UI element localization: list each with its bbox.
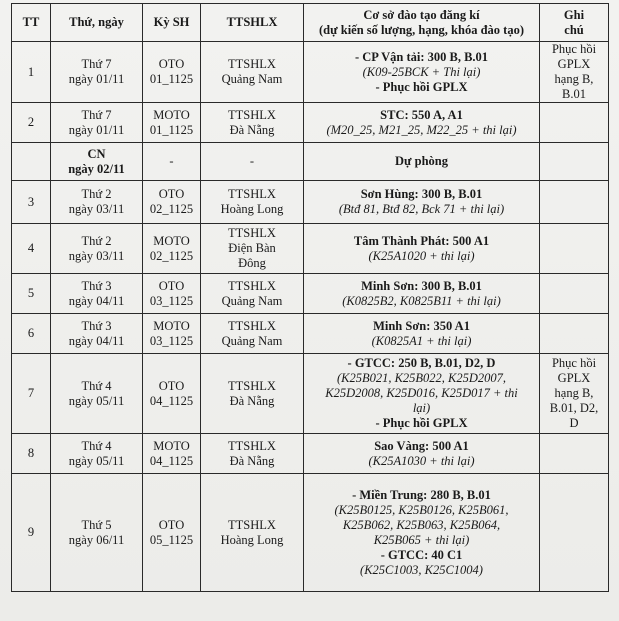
row-course xyxy=(304,474,540,592)
row-day: Thứ 4 xyxy=(81,438,112,453)
row-ky-type: MOTO xyxy=(153,107,190,122)
row-course-line: (K09-25BCK + Thi lại) xyxy=(362,64,481,79)
row-day: Thứ 4 xyxy=(81,378,112,393)
row-course xyxy=(304,103,540,143)
row-center-line: Quảng Nam xyxy=(221,293,283,308)
row-number: 2 xyxy=(12,103,51,143)
row-day-date: ngày 03/11 xyxy=(68,202,125,216)
row-ky-code: 02_1125 xyxy=(149,202,194,216)
row-note-line: D xyxy=(569,416,579,430)
row-note xyxy=(540,474,609,592)
row-course-line: Minh Sơn: 350 A1 xyxy=(373,318,470,333)
row-course-line: (K25C1003, K25C1004) xyxy=(360,562,483,577)
row-course-line: - Phục hồi GPLX xyxy=(375,79,468,94)
row-day: CN xyxy=(87,146,106,161)
row-note-line: B.01 xyxy=(562,87,586,101)
row-ky-type: OTO xyxy=(158,517,185,532)
row-date xyxy=(51,274,143,314)
row-center-line: TTSHLX xyxy=(228,57,276,71)
row-center xyxy=(201,42,304,103)
row-center xyxy=(201,274,304,314)
row-center-line: - xyxy=(249,154,255,168)
row-ky xyxy=(143,103,201,143)
row-course-line: (K0825A1 + thi lại) xyxy=(371,333,472,348)
row-date xyxy=(51,103,143,143)
row-date xyxy=(51,474,143,592)
row-course-line: (Btđ 81, Btđ 82, Bck 71 + thi lại) xyxy=(338,202,505,216)
row-course xyxy=(304,224,540,274)
row-day: Thứ 2 xyxy=(81,233,112,248)
row-course-line: (K25B0125, K25B0126, K25B061, xyxy=(334,502,509,517)
row-center xyxy=(201,143,304,181)
row-day-date: ngày 06/11 xyxy=(68,532,125,547)
row-number: 5 xyxy=(12,274,51,314)
row-center-line: Quảng Nam xyxy=(221,72,283,86)
row-note-line: Phục hồi xyxy=(551,356,597,370)
header-date: Thứ, ngày xyxy=(51,4,143,42)
header-note-line1: Ghi xyxy=(563,7,585,22)
table-row xyxy=(12,143,609,181)
row-course xyxy=(304,354,540,434)
row-date xyxy=(51,434,143,474)
row-course xyxy=(304,314,540,354)
row-ky-code: 03_1125 xyxy=(149,333,194,348)
schedule-body xyxy=(12,42,609,592)
row-center-line: Hoàng Long xyxy=(220,532,284,547)
row-course-line: STC: 550 A, A1 xyxy=(380,107,463,122)
table-row xyxy=(12,474,609,592)
row-center xyxy=(201,474,304,592)
row-ky xyxy=(143,181,201,224)
row-date xyxy=(51,224,143,274)
header-course xyxy=(304,4,540,42)
row-day-date: ngày 01/11 xyxy=(68,122,125,137)
row-course xyxy=(304,434,540,474)
table-row xyxy=(12,42,609,103)
row-date xyxy=(51,354,143,434)
row-ky xyxy=(143,354,201,434)
row-course-line: - CP Vận tải: 300 B, B.01 xyxy=(354,49,489,64)
header-note xyxy=(540,4,609,42)
row-note xyxy=(540,143,609,181)
table-row xyxy=(12,274,609,314)
row-ky xyxy=(143,42,201,103)
row-day-date: ngày 05/11 xyxy=(68,393,125,408)
row-course-line: (K0825B2, K0825B11 + thi lại) xyxy=(342,293,501,308)
row-ky-type: MOTO xyxy=(153,438,190,453)
row-number: 8 xyxy=(12,434,51,474)
row-course xyxy=(304,42,540,103)
row-note xyxy=(540,181,609,224)
row-ky-type: OTO xyxy=(158,187,185,201)
header-course-line2: (dự kiến số lượng, hạng, khóa đào tạo) xyxy=(319,22,524,37)
row-center-line: Quảng Nam xyxy=(221,333,283,348)
row-center-line: TTSHLX xyxy=(228,438,276,453)
header-center: TTSHLX xyxy=(201,4,304,42)
table-row xyxy=(12,103,609,143)
row-ky-type: MOTO xyxy=(153,318,190,333)
row-day: Thứ 2 xyxy=(81,187,112,201)
row-ky-type: OTO xyxy=(158,57,185,71)
row-ky-code: 04_1125 xyxy=(149,393,194,408)
row-center xyxy=(201,224,304,274)
header-row xyxy=(12,4,609,42)
row-ky xyxy=(143,224,201,274)
row-center-line: Đà Nẵng xyxy=(229,453,275,468)
row-center-line: Đông xyxy=(238,256,266,270)
row-course-line: lại) xyxy=(412,401,431,415)
row-day-date: ngày 02/11 xyxy=(68,161,125,176)
row-center xyxy=(201,181,304,224)
table-row xyxy=(12,314,609,354)
row-note xyxy=(540,224,609,274)
row-center-line: Đà Nẵng xyxy=(229,122,275,137)
row-center-line: Điện Bàn xyxy=(228,241,276,255)
row-center-line: TTSHLX xyxy=(228,517,276,532)
row-course-line: (K25A1030 + thi lại) xyxy=(368,453,475,468)
row-note-line: Phục hồi xyxy=(551,42,597,56)
row-ky-type: - xyxy=(169,154,174,168)
row-ky-code: 04_1125 xyxy=(149,453,194,468)
row-course-line: Minh Sơn: 300 B, B.01 xyxy=(361,278,482,293)
row-ky-type: OTO xyxy=(158,378,185,393)
row-course-line: K25D2008, K25D016, K25D017 + thi xyxy=(325,386,518,400)
row-ky-code: 05_1125 xyxy=(149,532,194,547)
row-course-line: K25B065 + thi lại) xyxy=(373,532,470,547)
row-note xyxy=(540,354,609,434)
row-note-line: hạng B, xyxy=(554,386,594,400)
row-day-date: ngày 01/11 xyxy=(68,72,125,86)
row-course-line: (K25A1020 + thi lại) xyxy=(368,248,475,263)
row-day-date: ngày 04/11 xyxy=(68,293,125,308)
row-center-line: TTSHLX xyxy=(228,278,276,293)
row-day: Thứ 3 xyxy=(81,278,112,293)
exam-schedule-table xyxy=(11,3,609,592)
row-center xyxy=(201,354,304,434)
row-course-line: - GTCC: 250 B, B.01, D2, D xyxy=(347,356,496,370)
row-day-date: ngày 05/11 xyxy=(68,453,125,468)
header-note-line2: chú xyxy=(564,22,584,37)
row-number: 6 xyxy=(12,314,51,354)
row-number xyxy=(12,143,51,181)
header-tt: TT xyxy=(12,4,51,42)
row-course-line: K25B062, K25B063, K25B064, xyxy=(342,517,501,532)
row-ky-code: 01_1125 xyxy=(149,72,194,86)
table-row xyxy=(12,181,609,224)
row-course xyxy=(304,143,540,181)
row-course xyxy=(304,274,540,314)
table-row xyxy=(12,434,609,474)
row-course-line: (K25B021, K25B022, K25D2007, xyxy=(336,371,507,385)
row-course-line: - Phục hồi GPLX xyxy=(375,416,468,430)
row-date xyxy=(51,42,143,103)
row-center-line: TTSHLX xyxy=(228,187,276,201)
header-course-line1: Cơ sở đào tạo đăng kí xyxy=(363,7,480,22)
row-note-line: GPLX xyxy=(557,57,591,71)
row-date xyxy=(51,314,143,354)
row-note xyxy=(540,103,609,143)
row-course-line: - Miền Trung: 280 B, B.01 xyxy=(352,487,491,502)
row-ky xyxy=(143,143,201,181)
row-course-line: Dự phòng xyxy=(394,154,448,168)
row-center-line: TTSHLX xyxy=(228,107,276,122)
row-date xyxy=(51,143,143,181)
row-note xyxy=(540,314,609,354)
row-day-date: ngày 04/11 xyxy=(68,333,125,348)
row-course-line: Tâm Thành Phát: 500 A1 xyxy=(353,233,490,248)
row-course xyxy=(304,181,540,224)
row-note xyxy=(540,42,609,103)
row-note xyxy=(540,434,609,474)
row-course-line: Sao Vàng: 500 A1 xyxy=(374,438,469,453)
row-center-line: TTSHLX xyxy=(228,378,276,393)
row-center-line: TTSHLX xyxy=(228,318,276,333)
row-center-line: Đà Nẵng xyxy=(229,393,275,408)
row-course-line: - GTCC: 40 C1 xyxy=(380,547,463,562)
row-course-line: Sơn Hùng: 300 B, B.01 xyxy=(360,187,483,201)
row-number: 4 xyxy=(12,224,51,274)
row-ky xyxy=(143,434,201,474)
row-center xyxy=(201,434,304,474)
row-ky xyxy=(143,274,201,314)
row-ky-code: 02_1125 xyxy=(149,248,194,263)
row-center xyxy=(201,314,304,354)
row-ky xyxy=(143,314,201,354)
row-ky-type: OTO xyxy=(158,278,185,293)
row-number: 9 xyxy=(12,474,51,592)
row-date xyxy=(51,181,143,224)
row-number: 1 xyxy=(12,42,51,103)
header-ky: Kỳ SH xyxy=(143,4,201,42)
row-day: Thứ 5 xyxy=(81,517,112,532)
row-day-date: ngày 03/11 xyxy=(68,248,125,263)
row-day: Thứ 7 xyxy=(81,107,112,122)
row-ky-code: 01_1125 xyxy=(149,122,194,137)
table-row xyxy=(12,354,609,434)
row-number: 7 xyxy=(12,354,51,434)
row-day: Thứ 7 xyxy=(81,57,112,71)
row-note-line: B.01, D2, xyxy=(549,401,599,415)
row-ky-type: MOTO xyxy=(153,233,190,248)
row-center-line: TTSHLX xyxy=(228,226,276,240)
table-row xyxy=(12,224,609,274)
row-center xyxy=(201,103,304,143)
row-note-line: hạng B, xyxy=(554,72,594,86)
row-number: 3 xyxy=(12,181,51,224)
row-course-line: (M20_25, M21_25, M22_25 + thi lại) xyxy=(326,122,517,137)
row-note-line: GPLX xyxy=(557,371,591,385)
row-day: Thứ 3 xyxy=(81,318,112,333)
row-note xyxy=(540,274,609,314)
row-ky-code: 03_1125 xyxy=(149,293,194,308)
row-center-line: Hoàng Long xyxy=(220,202,284,216)
row-ky xyxy=(143,474,201,592)
